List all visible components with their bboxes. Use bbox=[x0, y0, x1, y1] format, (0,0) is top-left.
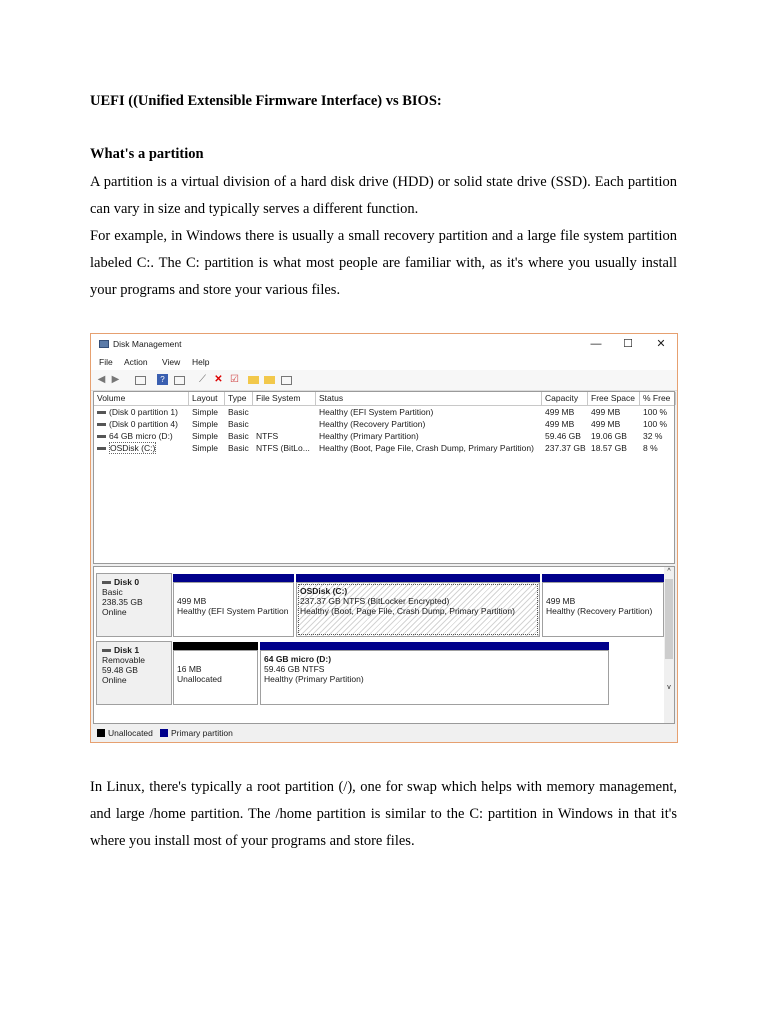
paragraph-linux-partitions: In Linux, there's typically a root partition (/), one for swap which helps with memory management, and large /home partition. The /home partition is similar to the C: partition in Windows in that it's where you install most of your programs and store files. bbox=[90, 779, 677, 849]
connect-icon[interactable]: ⟋ bbox=[199, 374, 206, 385]
check-icon[interactable]: ☑ bbox=[230, 374, 239, 385]
partition-title bbox=[177, 586, 290, 596]
volume-percent-free: 100 % bbox=[643, 419, 668, 429]
partition-status: Unallocated bbox=[177, 674, 222, 684]
partition-status: Healthy (Boot, Page File, Crash Dump, Primary Partition) bbox=[300, 606, 515, 616]
column-header-file-system[interactable]: File System bbox=[253, 392, 316, 405]
partition-unallocated[interactable] bbox=[173, 650, 258, 705]
graph-vertical-scrollbar[interactable] bbox=[664, 567, 674, 723]
menu-bar bbox=[91, 354, 677, 370]
volume-row[interactable] bbox=[94, 418, 674, 430]
window-title: Disk Management bbox=[113, 339, 182, 349]
paragraph-partition-definition: A partition is a virtual division of a hard disk drive (HDD) or solid state drive (SSD). Each partition can vary in size and typically serves a different function. bbox=[90, 174, 677, 217]
disk-1-size: 59.48 GB bbox=[102, 665, 138, 675]
volume-percent-free: 100 % bbox=[643, 407, 668, 417]
paragraph-windows-example: For example, in Windows there is usually a small recovery partition and a large file system partition labeled C:. The C: partition is what most people are familiar with, as it's where you usually install your programs and store your various files. bbox=[90, 228, 677, 298]
partition-status: Healthy (Primary Partition) bbox=[264, 674, 364, 684]
volume-list-header bbox=[94, 392, 674, 406]
forward-arrow-icon[interactable]: ▶ bbox=[111, 374, 120, 385]
minimize-button[interactable]: — bbox=[590, 338, 602, 350]
disk-management-icon bbox=[99, 340, 109, 348]
volume-icon bbox=[97, 423, 106, 426]
volume-icon bbox=[97, 435, 106, 438]
disk-0-name bbox=[102, 577, 166, 587]
disk-1-label[interactable] bbox=[96, 641, 172, 705]
folder-icon[interactable] bbox=[248, 376, 259, 384]
volume-type: Basic bbox=[228, 443, 249, 453]
volume-name bbox=[94, 418, 192, 430]
volume-type: Basic bbox=[228, 419, 249, 429]
volume-free-space: 499 MB bbox=[591, 419, 621, 429]
partition-size: 499 MB bbox=[546, 596, 576, 606]
column-header-capacity[interactable]: Capacity bbox=[542, 392, 588, 405]
column-header-status[interactable]: Status bbox=[316, 392, 542, 405]
volume-status: Healthy (Boot, Page File, Crash Dump, Primary Partition) bbox=[319, 443, 534, 453]
volume-type: Basic bbox=[228, 431, 249, 441]
volume-status: Healthy (EFI System Partition) bbox=[319, 407, 434, 417]
disk-graph-view bbox=[93, 566, 675, 724]
volume-name bbox=[94, 430, 192, 442]
volume-layout: Simple bbox=[192, 443, 218, 453]
volume-layout: Simple bbox=[192, 419, 218, 429]
partition-micro-d[interactable] bbox=[260, 650, 609, 705]
volume-capacity: 237.37 GB bbox=[545, 443, 586, 453]
list-view-icon[interactable] bbox=[281, 376, 292, 385]
volume-name-text: (Disk 0 partition 1) bbox=[109, 407, 178, 417]
volume-capacity: 59.46 GB bbox=[545, 431, 581, 441]
volume-file-system: NTFS (BitLo... bbox=[256, 443, 310, 453]
section-heading: What's a partition bbox=[90, 146, 204, 162]
properties-icon[interactable] bbox=[174, 376, 185, 385]
volume-layout: Simple bbox=[192, 431, 218, 441]
volume-icon bbox=[97, 447, 106, 450]
volume-row[interactable] bbox=[94, 430, 674, 442]
disk-1-type: Removable bbox=[102, 655, 145, 665]
delete-icon[interactable]: ✕ bbox=[214, 374, 223, 385]
scrollbar-thumb[interactable] bbox=[665, 579, 673, 659]
disk-icon bbox=[102, 649, 111, 652]
partition-osdisk-c[interactable] bbox=[296, 582, 540, 637]
back-arrow-icon[interactable]: ◀ bbox=[97, 374, 106, 385]
volume-status: Healthy (Recovery Partition) bbox=[319, 419, 426, 429]
disk-1-name-text: Disk 1 bbox=[114, 645, 140, 655]
disk-0-type: Basic bbox=[102, 587, 123, 597]
volume-capacity: 499 MB bbox=[545, 419, 575, 429]
partition-title: OSDisk (C:) bbox=[300, 586, 348, 596]
primary-partition-bar bbox=[296, 574, 540, 582]
unallocated-bar bbox=[173, 642, 258, 650]
column-header-percent-free[interactable]: % Free bbox=[640, 392, 676, 405]
folder-open-icon[interactable] bbox=[264, 376, 275, 384]
disk-management-window bbox=[90, 333, 678, 743]
partition-size: 16 MB bbox=[177, 664, 202, 674]
disk-1-status: Online bbox=[102, 675, 127, 685]
scroll-down-icon[interactable]: v bbox=[667, 684, 671, 691]
disk-0-size: 238.35 GB bbox=[102, 597, 143, 607]
volume-name-text: OSDisk (C:) bbox=[110, 443, 156, 453]
column-header-layout[interactable]: Layout bbox=[189, 392, 225, 405]
disk-1-name bbox=[102, 645, 166, 655]
title-bar bbox=[91, 334, 677, 354]
status-bar bbox=[91, 738, 677, 742]
primary-partition-bar bbox=[542, 574, 664, 582]
help-icon[interactable]: ? bbox=[157, 374, 168, 385]
close-button[interactable]: ✕ bbox=[656, 338, 666, 350]
document-title: UEFI ((Unified Extensible Firmware Interface) vs BIOS: bbox=[90, 93, 442, 109]
volume-percent-free: 32 % bbox=[643, 431, 663, 441]
legend-unallocated-label: Unallocated bbox=[108, 728, 153, 738]
partition-title: 64 GB micro (D:) bbox=[264, 654, 332, 664]
primary-partition-bar bbox=[260, 642, 609, 650]
volume-free-space: 19.06 GB bbox=[591, 431, 627, 441]
volume-name-text: (Disk 0 partition 4) bbox=[109, 419, 178, 429]
disk-list-icon[interactable] bbox=[135, 376, 146, 385]
partition-title bbox=[546, 586, 660, 596]
column-header-type[interactable]: Type bbox=[225, 392, 253, 405]
partition-size: 59.46 GB NTFS bbox=[264, 664, 325, 674]
partition-title bbox=[177, 654, 254, 664]
disk-0-label[interactable] bbox=[96, 573, 172, 637]
partition-recovery[interactable] bbox=[542, 582, 664, 637]
legend-primary-label: Primary partition bbox=[171, 728, 233, 738]
legend-primary-swatch bbox=[160, 729, 168, 737]
maximize-button[interactable]: ☐ bbox=[623, 338, 633, 350]
menu-help[interactable]: Help bbox=[192, 357, 210, 367]
partition-status: Healthy (EFI System Partition bbox=[177, 606, 289, 616]
volume-layout: Simple bbox=[192, 407, 218, 417]
menu-action[interactable]: Action bbox=[124, 357, 148, 367]
volume-percent-free: 8 % bbox=[643, 443, 658, 453]
disk-icon bbox=[102, 581, 111, 584]
volume-file-system: NTFS bbox=[256, 431, 279, 441]
column-header-free-space[interactable]: Free Space bbox=[588, 392, 640, 405]
volume-type: Basic bbox=[228, 407, 249, 417]
volume-name bbox=[94, 406, 192, 418]
partition-status: Healthy (Recovery Partition) bbox=[546, 606, 653, 616]
menu-view[interactable]: View bbox=[162, 357, 181, 367]
volume-icon bbox=[97, 411, 106, 414]
volume-name bbox=[94, 442, 192, 454]
primary-partition-bar bbox=[173, 574, 294, 582]
volume-free-space: 18.57 GB bbox=[591, 443, 627, 453]
partition-size: 237.37 GB NTFS (BitLocker Encrypted) bbox=[300, 596, 450, 606]
volume-row[interactable] bbox=[94, 406, 674, 418]
scroll-up-icon[interactable]: ^ bbox=[667, 568, 671, 575]
menu-file[interactable]: File bbox=[99, 357, 113, 367]
disk-0-status: Online bbox=[102, 607, 127, 617]
partition-efi[interactable] bbox=[173, 582, 294, 637]
volume-name-text: 64 GB micro (D:) bbox=[109, 431, 173, 441]
legend-unallocated-swatch bbox=[97, 729, 105, 737]
volume-status: Healthy (Primary Partition) bbox=[319, 431, 419, 441]
volume-capacity: 499 MB bbox=[545, 407, 575, 417]
toolbar bbox=[91, 370, 677, 391]
column-header-volume[interactable]: Volume bbox=[94, 392, 189, 405]
volume-row[interactable] bbox=[94, 442, 674, 454]
volume-list bbox=[93, 391, 675, 564]
partition-size: 499 MB bbox=[177, 596, 207, 606]
disk-0-name-text: Disk 0 bbox=[114, 577, 140, 587]
volume-free-space: 499 MB bbox=[591, 407, 621, 417]
